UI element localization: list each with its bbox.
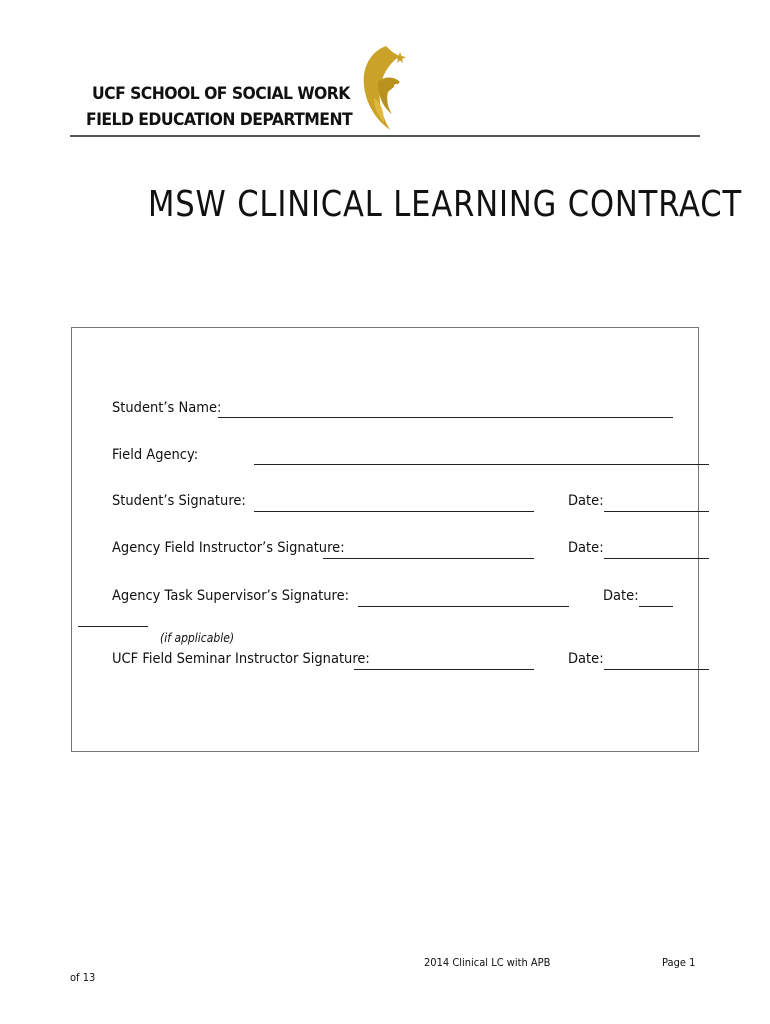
supervisor-date-label: Date:	[603, 588, 639, 604]
header-rule	[70, 135, 700, 137]
supervisor-signature-label: Agency Task Supervisor’s Signature:	[112, 588, 350, 604]
instructor-date-field[interactable]	[604, 558, 709, 559]
instructor-signature-field[interactable]	[323, 558, 534, 559]
student-date-label: Date:	[568, 493, 604, 509]
supervisor-date-field-continued[interactable]	[78, 626, 148, 627]
seminar-signature-label: UCF Field Seminar Instructor Signature:	[112, 651, 370, 667]
instructor-signature-label: Agency Field Instructor’s Signature:	[112, 540, 345, 556]
student-date-field[interactable]	[604, 511, 709, 512]
field-agency-label: Field Agency:	[112, 447, 199, 463]
page-title: MSW CLINICAL LEARNING CONTRACT	[148, 184, 743, 225]
footer-page-total: of 13	[70, 971, 96, 984]
seminar-date-label: Date:	[568, 651, 604, 667]
if-applicable-note: (if applicable)	[160, 631, 235, 645]
field-agency-field[interactable]	[254, 464, 709, 465]
supervisor-signature-field[interactable]	[358, 606, 569, 607]
student-signature-field[interactable]	[254, 511, 534, 512]
instructor-date-label: Date:	[568, 540, 604, 556]
student-signature-label: Student’s Signature:	[112, 493, 246, 509]
seminar-date-field[interactable]	[604, 669, 709, 670]
seminar-signature-field[interactable]	[354, 669, 534, 670]
header-department: FIELD EDUCATION DEPARTMENT	[86, 110, 353, 130]
student-name-label: Student’s Name:	[112, 400, 222, 416]
supervisor-date-field[interactable]	[639, 606, 673, 607]
footer-document-id: 2014 Clinical LC with APB	[424, 956, 551, 969]
pegasus-logo-icon	[356, 42, 408, 132]
footer-page-number: Page 1	[662, 956, 696, 969]
header-school: UCF SCHOOL OF SOCIAL WORK	[92, 84, 350, 104]
student-name-field[interactable]	[218, 417, 673, 418]
